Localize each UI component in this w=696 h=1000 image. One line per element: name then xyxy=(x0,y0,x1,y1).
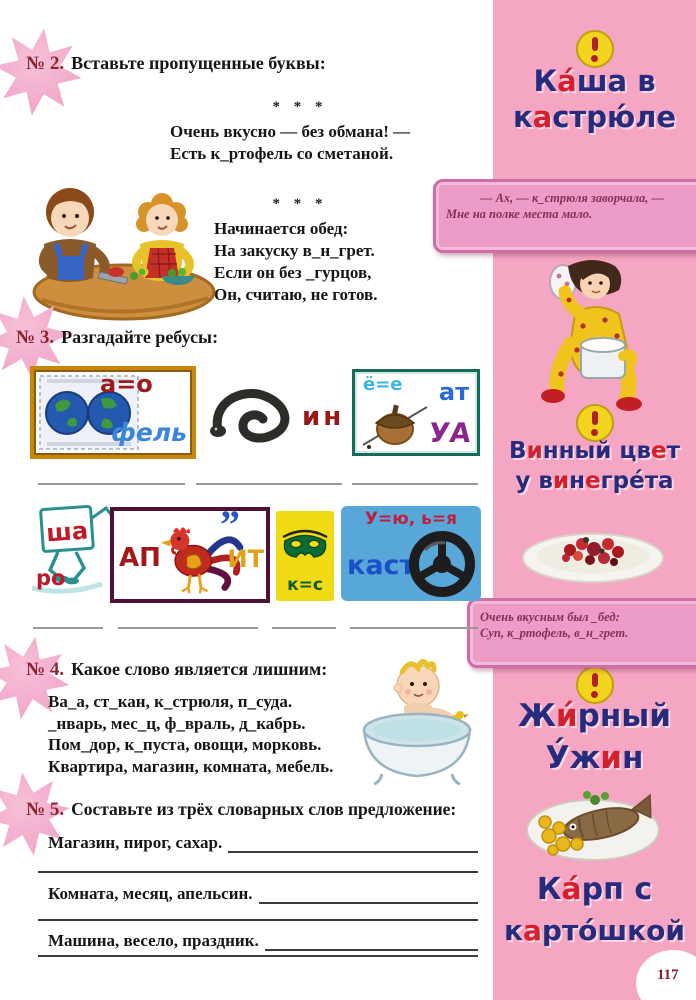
word-segment: н xyxy=(622,740,644,776)
word-accent-letter: а́ xyxy=(561,872,582,907)
answer-line xyxy=(118,627,258,629)
answer-line xyxy=(38,483,185,485)
poem-line: Если он без _гурцов, xyxy=(214,263,372,282)
exercise3-heading xyxy=(16,327,218,349)
word-segment: рто́шкой xyxy=(541,914,686,947)
word-accent-letter: и xyxy=(526,438,543,464)
word-segment: В xyxy=(509,438,527,464)
rebus-letters: ин xyxy=(302,402,345,432)
answer-line xyxy=(352,483,478,485)
word-segment: У́ж xyxy=(545,740,601,776)
exercise-number: № 3. xyxy=(16,327,55,348)
vinaigrette-plate-illustration xyxy=(518,518,668,586)
write-line xyxy=(38,871,478,873)
poem-2 xyxy=(214,218,377,306)
word-set-label: Магазин, пирог, сахар. xyxy=(48,833,223,852)
word-accent-letter: а́ xyxy=(557,64,577,98)
exercise-title: Какое слово является лишним: xyxy=(71,659,328,679)
write-line xyxy=(38,919,478,921)
children-cooking-illustration xyxy=(12,172,217,322)
rebus-appetit xyxy=(110,502,270,603)
exercise-title: Составьте из трёх словарных слов предложение: xyxy=(71,799,457,819)
exercise-title: Вставьте пропущенные буквы: xyxy=(71,53,326,73)
sentence-task-row xyxy=(48,884,478,904)
word-segment: у в xyxy=(515,468,553,494)
word-list-line: Ва_а, ст_кан, к_стрюля, п_суда. xyxy=(48,692,293,711)
write-line xyxy=(38,955,478,957)
bubble-line: Мне на полке места мало. xyxy=(446,207,593,221)
rebus-letters: АП xyxy=(119,543,161,573)
word-accent-letter: а xyxy=(523,914,542,947)
mask-icon xyxy=(281,523,329,565)
vocab-word-kasha-line2 xyxy=(493,100,696,134)
bubble-line: Суп, к_ртофель, в_н_грет. xyxy=(480,626,629,640)
rebus-letters: ро xyxy=(36,566,66,590)
word-segment: гре́та xyxy=(600,468,674,494)
steering-wheel-icon xyxy=(405,528,479,600)
sidebar xyxy=(493,0,696,1000)
word-segment: к xyxy=(503,914,523,947)
rebus-letters: ат xyxy=(438,378,469,406)
page-number: 117 xyxy=(657,967,679,983)
rebus-letters: каст xyxy=(347,550,416,581)
exercise-number: № 4. xyxy=(26,659,65,680)
rebus-maska xyxy=(276,511,334,601)
rebus-rule: ё=е xyxy=(363,374,403,395)
vocab-word-karp-line1 xyxy=(493,872,696,907)
word-segment: рный xyxy=(577,698,672,734)
poem-1 xyxy=(170,121,410,165)
exclamation-icon xyxy=(576,404,614,442)
word-list-line: _нварь, мес_ц, ф_враль, д_кабрь. xyxy=(48,713,306,733)
vocab-word-vinegret-line2 xyxy=(493,468,696,494)
speech-bubble-kastryulya xyxy=(433,179,696,253)
exclamation-icon xyxy=(576,30,614,68)
word-accent-letter: а xyxy=(532,100,553,134)
exercise4-heading xyxy=(26,659,327,681)
quote-mark-icon: ” xyxy=(220,502,240,547)
rebus-letters: УА xyxy=(427,418,473,449)
exercise-number: № 5. xyxy=(26,799,65,820)
word-set-label: Комната, месяц, апельсин. xyxy=(48,884,253,903)
poem-line: Есть к_ртофель со сметаной. xyxy=(170,144,394,163)
poem-line: Начинается обед: xyxy=(214,219,349,238)
exercise-title: Разгадайте ребусы: xyxy=(61,327,219,347)
walking-sign-icon xyxy=(20,500,116,600)
bubble-line: — Ах, — к_стрюля заворчала, — xyxy=(479,191,665,205)
word-accent-letter: и xyxy=(552,468,570,494)
exercise2-heading xyxy=(26,53,326,75)
word-segment: н xyxy=(569,468,586,494)
rebus-rule: к=с xyxy=(287,575,323,595)
word-segment: К xyxy=(536,872,562,907)
sentence-task-row xyxy=(48,931,478,951)
rebus-letters: ИТ xyxy=(227,545,264,573)
word-accent-letter: и xyxy=(600,740,623,776)
rebus-kastryulya xyxy=(341,506,481,601)
answer-line xyxy=(33,627,103,629)
rebus-rule: У=ю, ь=я xyxy=(364,509,458,529)
vocab-word-karp-line2 xyxy=(493,914,696,947)
word-accent-letter: и́ xyxy=(555,698,578,734)
word-segment: к xyxy=(512,100,533,134)
exercise-number: № 2. xyxy=(26,53,65,74)
poem-line: Он, считаю, не готов. xyxy=(214,285,378,304)
baby-in-bathtub-illustration xyxy=(356,650,478,788)
word-segment: стрю́ле xyxy=(552,100,677,134)
poem-line: На закуску в_н_грет. xyxy=(214,241,375,260)
bubble-line: Очень вкусным был _бед: xyxy=(480,610,620,624)
word-set-label: Машина, весело, праздник. xyxy=(48,931,259,950)
speech-bubble-obed xyxy=(467,598,696,668)
write-line xyxy=(265,934,478,951)
word-list-line: Пом_дор, к_пуста, овощи, морковь. xyxy=(48,735,322,754)
rebus-letters: ша xyxy=(45,516,89,548)
girl-with-pot-illustration xyxy=(535,252,657,420)
answer-line xyxy=(196,483,342,485)
poem-separator: * * * xyxy=(272,99,328,115)
answer-line xyxy=(350,627,478,629)
word-segment: ша в xyxy=(576,64,656,98)
vocab-word-uzhin-line1 xyxy=(493,698,696,734)
answer-line xyxy=(272,627,336,629)
vocab-word-uzhin-line2 xyxy=(493,740,696,776)
rebus-kartofel xyxy=(30,366,196,459)
word-segment: т xyxy=(666,438,680,464)
word-segment: нный цв xyxy=(542,438,651,464)
fish-dish-illustration xyxy=(523,786,663,866)
word-accent-letter: е xyxy=(651,438,667,464)
poem-line: Очень вкусно — без обмана! — xyxy=(170,122,411,141)
exercise5-heading xyxy=(26,799,456,821)
word-list-line: Квартира, магазин, комната, мебель. xyxy=(48,756,334,776)
write-line xyxy=(228,836,478,853)
poem-separator: * * * xyxy=(272,196,328,212)
word-segment: К xyxy=(533,64,558,98)
rebus-letters: фель xyxy=(111,418,187,447)
rebus-rule: а=о xyxy=(100,370,153,398)
vocab-word-vinegret-line1 xyxy=(493,438,696,464)
rebus-zheludi xyxy=(352,369,480,456)
acorn-icon xyxy=(359,395,431,451)
word-accent-letter: е xyxy=(585,468,601,494)
write-line xyxy=(259,887,478,904)
sentence-task-row xyxy=(48,833,478,853)
word-segment: рп с xyxy=(581,872,653,907)
vocab-word-kasha-line1 xyxy=(493,64,696,98)
snake-icon xyxy=(204,381,300,447)
word-segment: Ж xyxy=(517,698,556,734)
exercise4-word-list xyxy=(48,691,333,777)
